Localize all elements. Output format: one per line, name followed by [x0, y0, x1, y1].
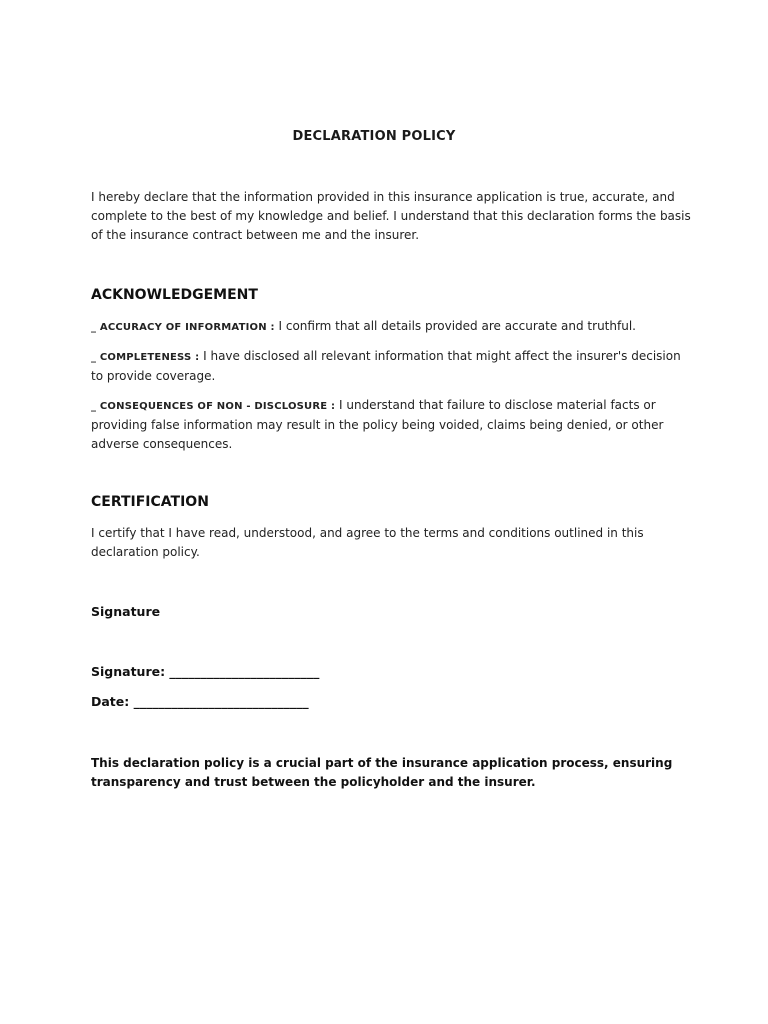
certification-paragraph: I certify that I have read, understood, and agree to the terms and conditions outlined in this declaration policy.: [91, 526, 644, 559]
signature-line: Signature: ________________________: [91, 664, 320, 679]
ack-item-label: _ ACCURACY OF INFORMATION :: [91, 322, 275, 333]
date-line: Date: ____________________________: [91, 694, 309, 709]
certification-heading: CERTIFICATION: [91, 494, 209, 510]
ack-item-text: I confirm that all details provided are accurate and truthful.: [274, 319, 636, 333]
ack-item-completeness: [91, 347, 691, 386]
ack-item-consequences: [91, 396, 691, 454]
closing-paragraph: This declaration policy is a crucial part of the insurance application process, ensuring transparency and trust between the policyholder and the insurer.: [91, 756, 673, 789]
document-title: DECLARATION POLICY: [292, 129, 456, 144]
ack-item-accuracy: [91, 317, 691, 337]
intro-paragraph: I hereby declare that the information provided in this insurance application is true, accurate, and complete to the best of my knowledge and belief. I understand that this declaration forms the basis of the insurance contract between me and the insurer.: [91, 190, 691, 242]
acknowledgement-heading: ACKNOWLEDGEMENT: [91, 287, 258, 303]
ack-item-label: _ COMPLETENESS :: [91, 352, 200, 363]
signature-heading: Signature: [91, 604, 161, 619]
ack-item-label: _ CONSEQUENCES OF NON - DISCLOSURE :: [91, 401, 336, 412]
ack-item-text: I have disclosed all relevant information that might affect the insurer's decision to provide coverage.: [91, 349, 681, 383]
ack-item-text: I understand that failure to disclose material facts or providing false information may result in the policy being voided, claims being denied, or other adverse consequences.: [91, 398, 664, 451]
